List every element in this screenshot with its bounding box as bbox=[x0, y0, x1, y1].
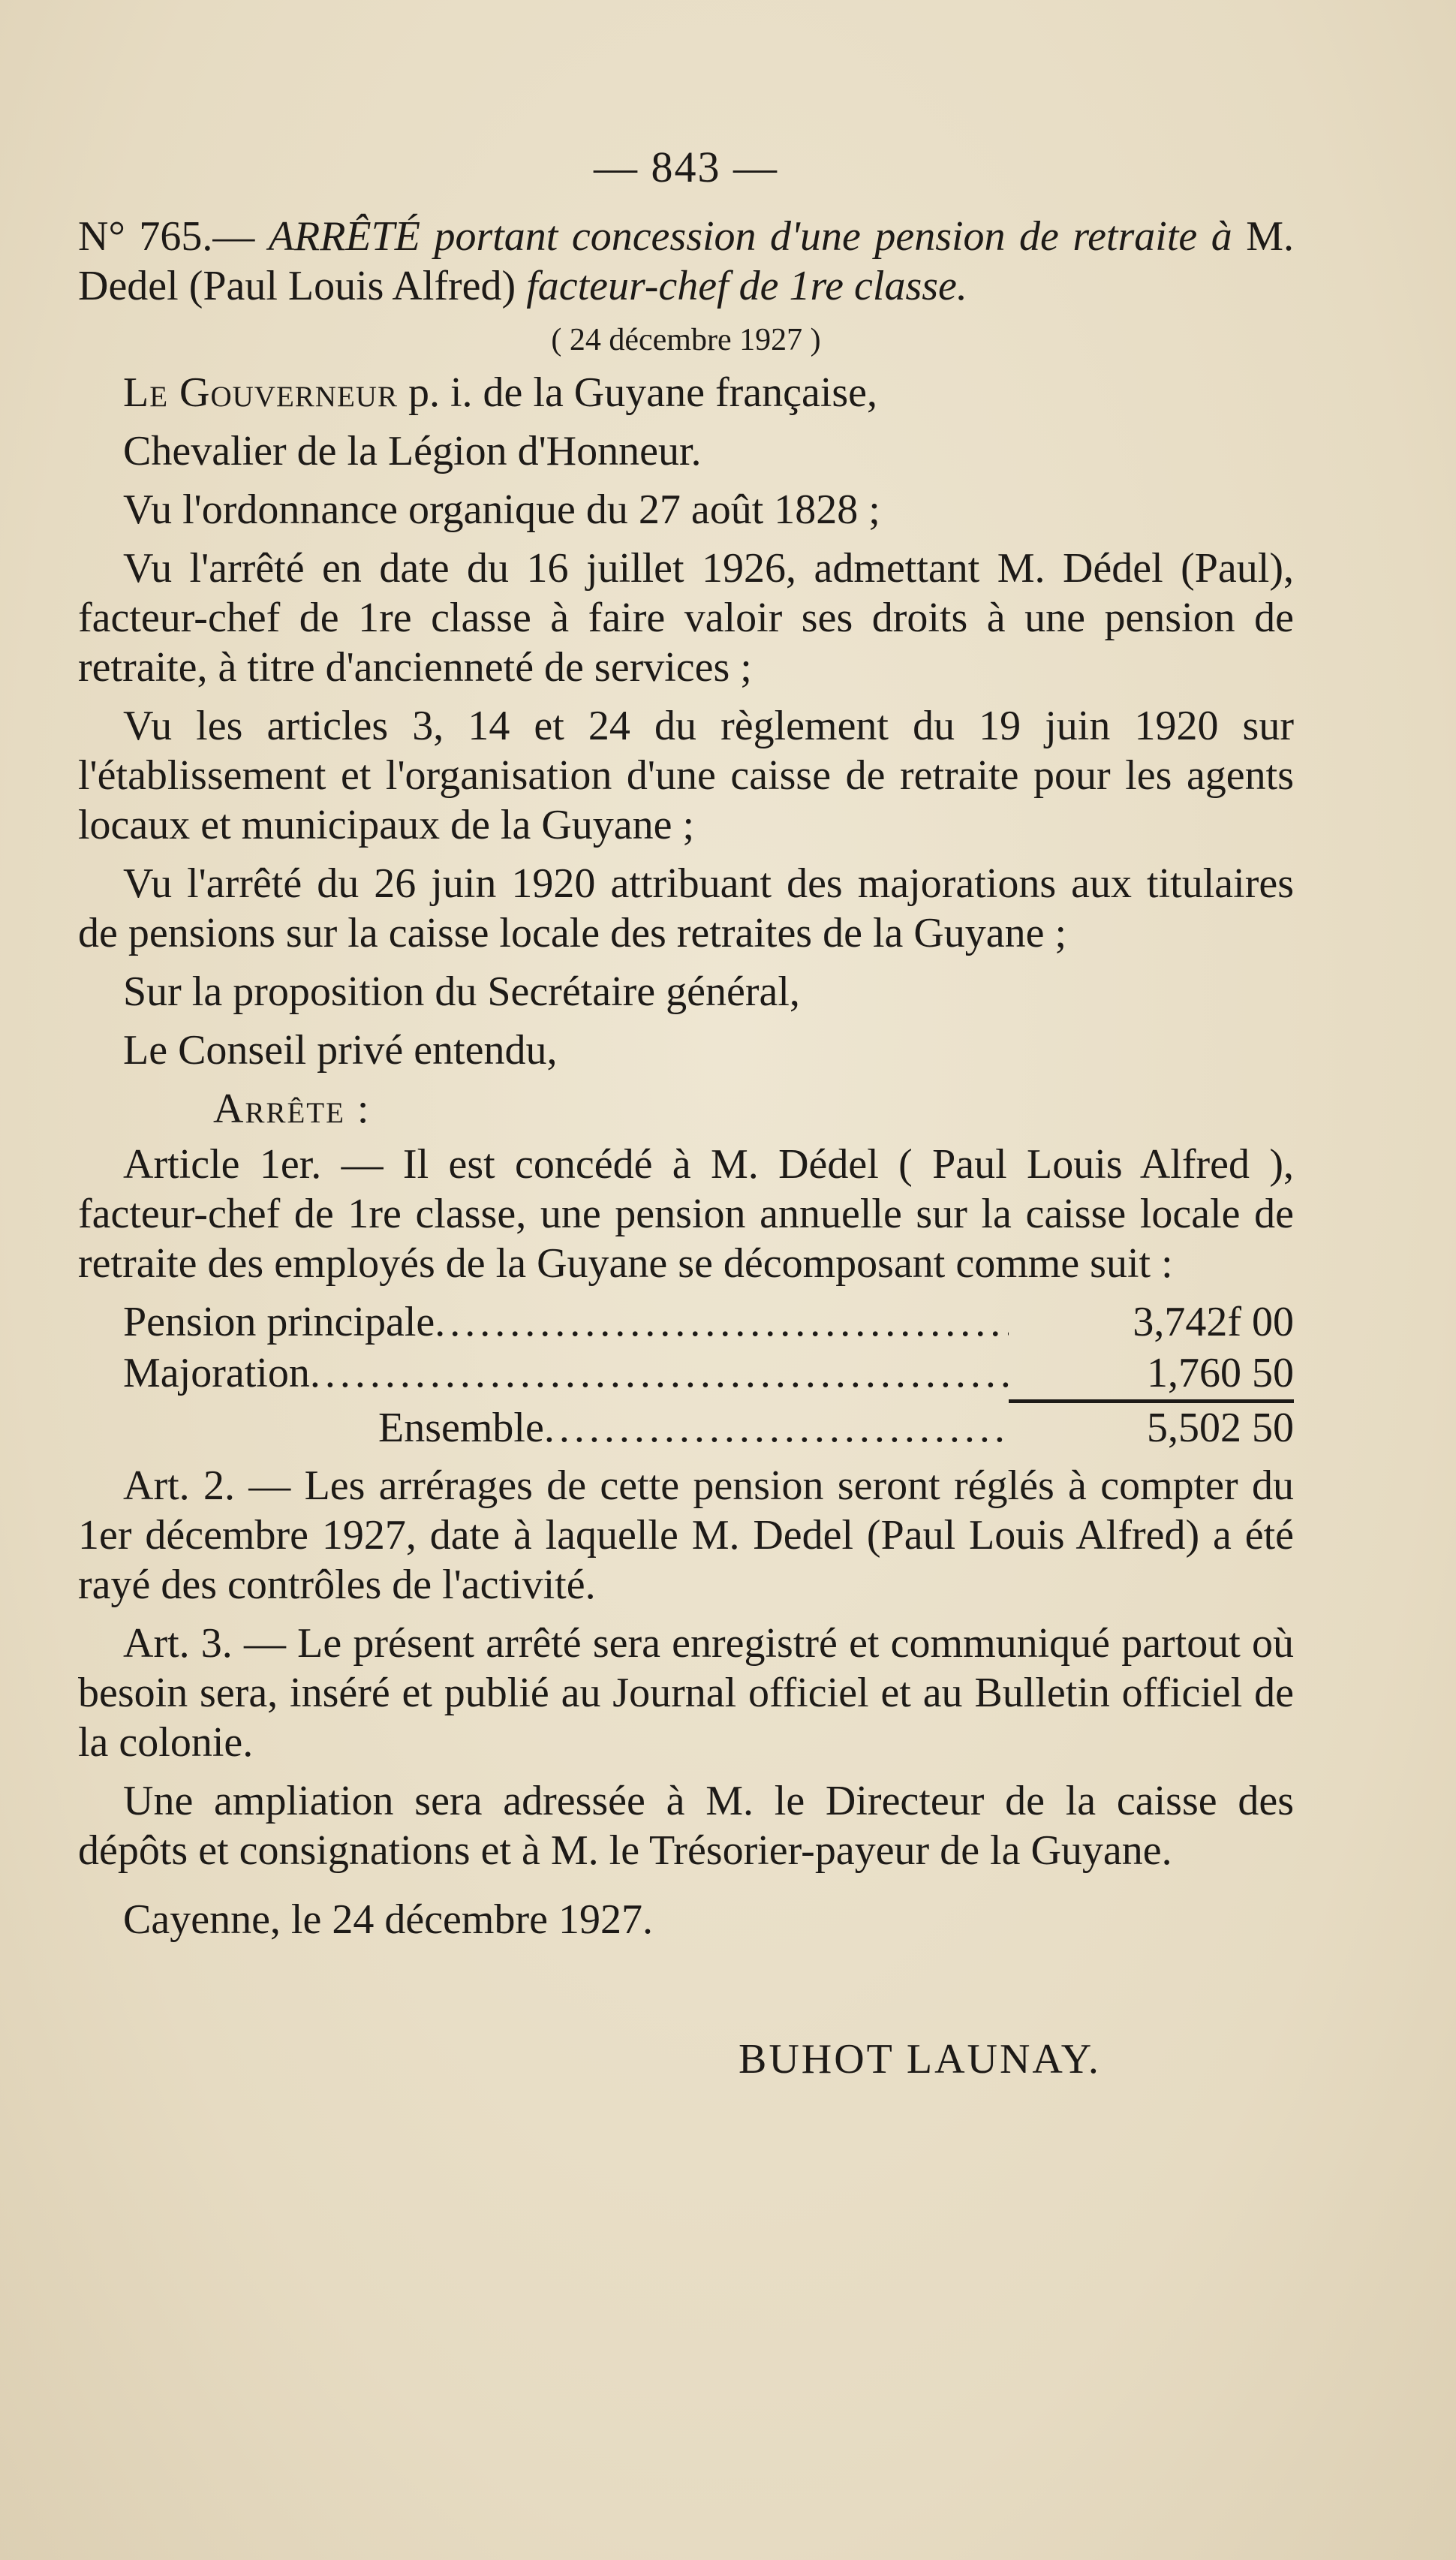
ensemble-row bbox=[123, 1399, 1294, 1450]
ensemble-value: 5,502 50 bbox=[1009, 1399, 1294, 1453]
majoration-value: 1,760 50 bbox=[1147, 1350, 1294, 1396]
signature: BUHOT LAUNAY. bbox=[739, 2036, 1101, 2083]
pension-principale-value: 3,742f 00 bbox=[1133, 1299, 1294, 1345]
page-number: — 843 — bbox=[594, 143, 778, 191]
governor-lead: Le Gouverneur bbox=[123, 369, 398, 416]
chevalier-line: Chevalier de la Légion d'Honneur. bbox=[123, 428, 702, 474]
pension-principale-label: Pension principale bbox=[123, 1299, 435, 1345]
decree-title-part1: ARRÊTÉ portant concession d'une pension de retraite à bbox=[268, 213, 1232, 260]
place-date: Cayenne, le 24 décembre 1927. bbox=[123, 1896, 653, 1943]
vu-3: Vu les articles 3, 14 et 24 du règlement du 19 juin 1920 sur l'établissement et l'organisation d'une caisse de retraite pour les agents locaux et municipaux de la Guyane ; bbox=[78, 703, 1294, 848]
leader-dots bbox=[544, 1403, 1009, 1453]
article-3: Art. 3. — Le présent arrêté sera enregistré et communiqué partout où besoin sera, inséré et publié au Journal officiel et au Bulletin officiel de la colonie. bbox=[78, 1620, 1294, 1766]
leader-dots bbox=[435, 1297, 1009, 1347]
leader-dots bbox=[310, 1348, 1009, 1398]
arrete-heading: Arrête : bbox=[213, 1086, 371, 1132]
decree-date: ( 24 décembre 1927 ) bbox=[551, 323, 821, 357]
vu-4: Vu l'arrêté du 26 juin 1920 attribuant des majorations aux titulaires de pensions sur la caisse locale des retraites de la Guyane ; bbox=[78, 860, 1294, 956]
decree-title bbox=[78, 212, 1294, 311]
decree-number: N° 765.— bbox=[78, 213, 255, 260]
article-1: Article 1er. — Il est concédé à M. Dédel ( Paul Louis Alfred ), facteur-chef de 1re classe, une pension annuelle sur la caisse locale de retraite des employés de la Guyane se décomposant comme suit : bbox=[78, 1141, 1294, 1287]
decree-title-part2: facteur-chef de 1re classe. bbox=[526, 263, 967, 309]
pension-table bbox=[123, 1297, 1294, 1450]
governor-line bbox=[78, 368, 1294, 417]
majoration-row bbox=[123, 1348, 1294, 1399]
conseil-line: Le Conseil privé entendu, bbox=[123, 1027, 558, 1074]
proposition-line: Sur la proposition du Secrétaire général, bbox=[123, 968, 800, 1015]
majoration-label: Majoration bbox=[123, 1350, 310, 1396]
article-2: Art. 2. — Les arrérages de cette pension seront réglés à compter du 1er décembre 1927, date à laquelle M. Dedel (Paul Louis Alfred) a été rayé des contrôles de l'activité. bbox=[78, 1462, 1294, 1608]
decree-title-name: M. Dedel (Paul Louis Alfred) bbox=[78, 213, 1295, 309]
vu-1: Vu l'ordonnance organique du 27 août 1828 ; bbox=[123, 486, 880, 533]
pension-principale-row bbox=[123, 1297, 1294, 1348]
governor-rest: p. i. de la Guyane française, bbox=[408, 369, 878, 416]
document-body bbox=[78, 143, 1294, 2084]
ampliation-line: Une ampliation sera adressée à M. le Directeur de la caisse des dépôts et consignations et à M. le Trésorier-payeur de la Guyane. bbox=[78, 1778, 1294, 1874]
ensemble-label: Ensemble bbox=[378, 1405, 544, 1451]
vu-2: Vu l'arrêté en date du 16 juillet 1926, admettant M. Dédel (Paul), facteur-chef de 1re classe à faire valoir ses droits à une pension de retraite, à titre d'ancienneté de services ; bbox=[78, 545, 1294, 691]
